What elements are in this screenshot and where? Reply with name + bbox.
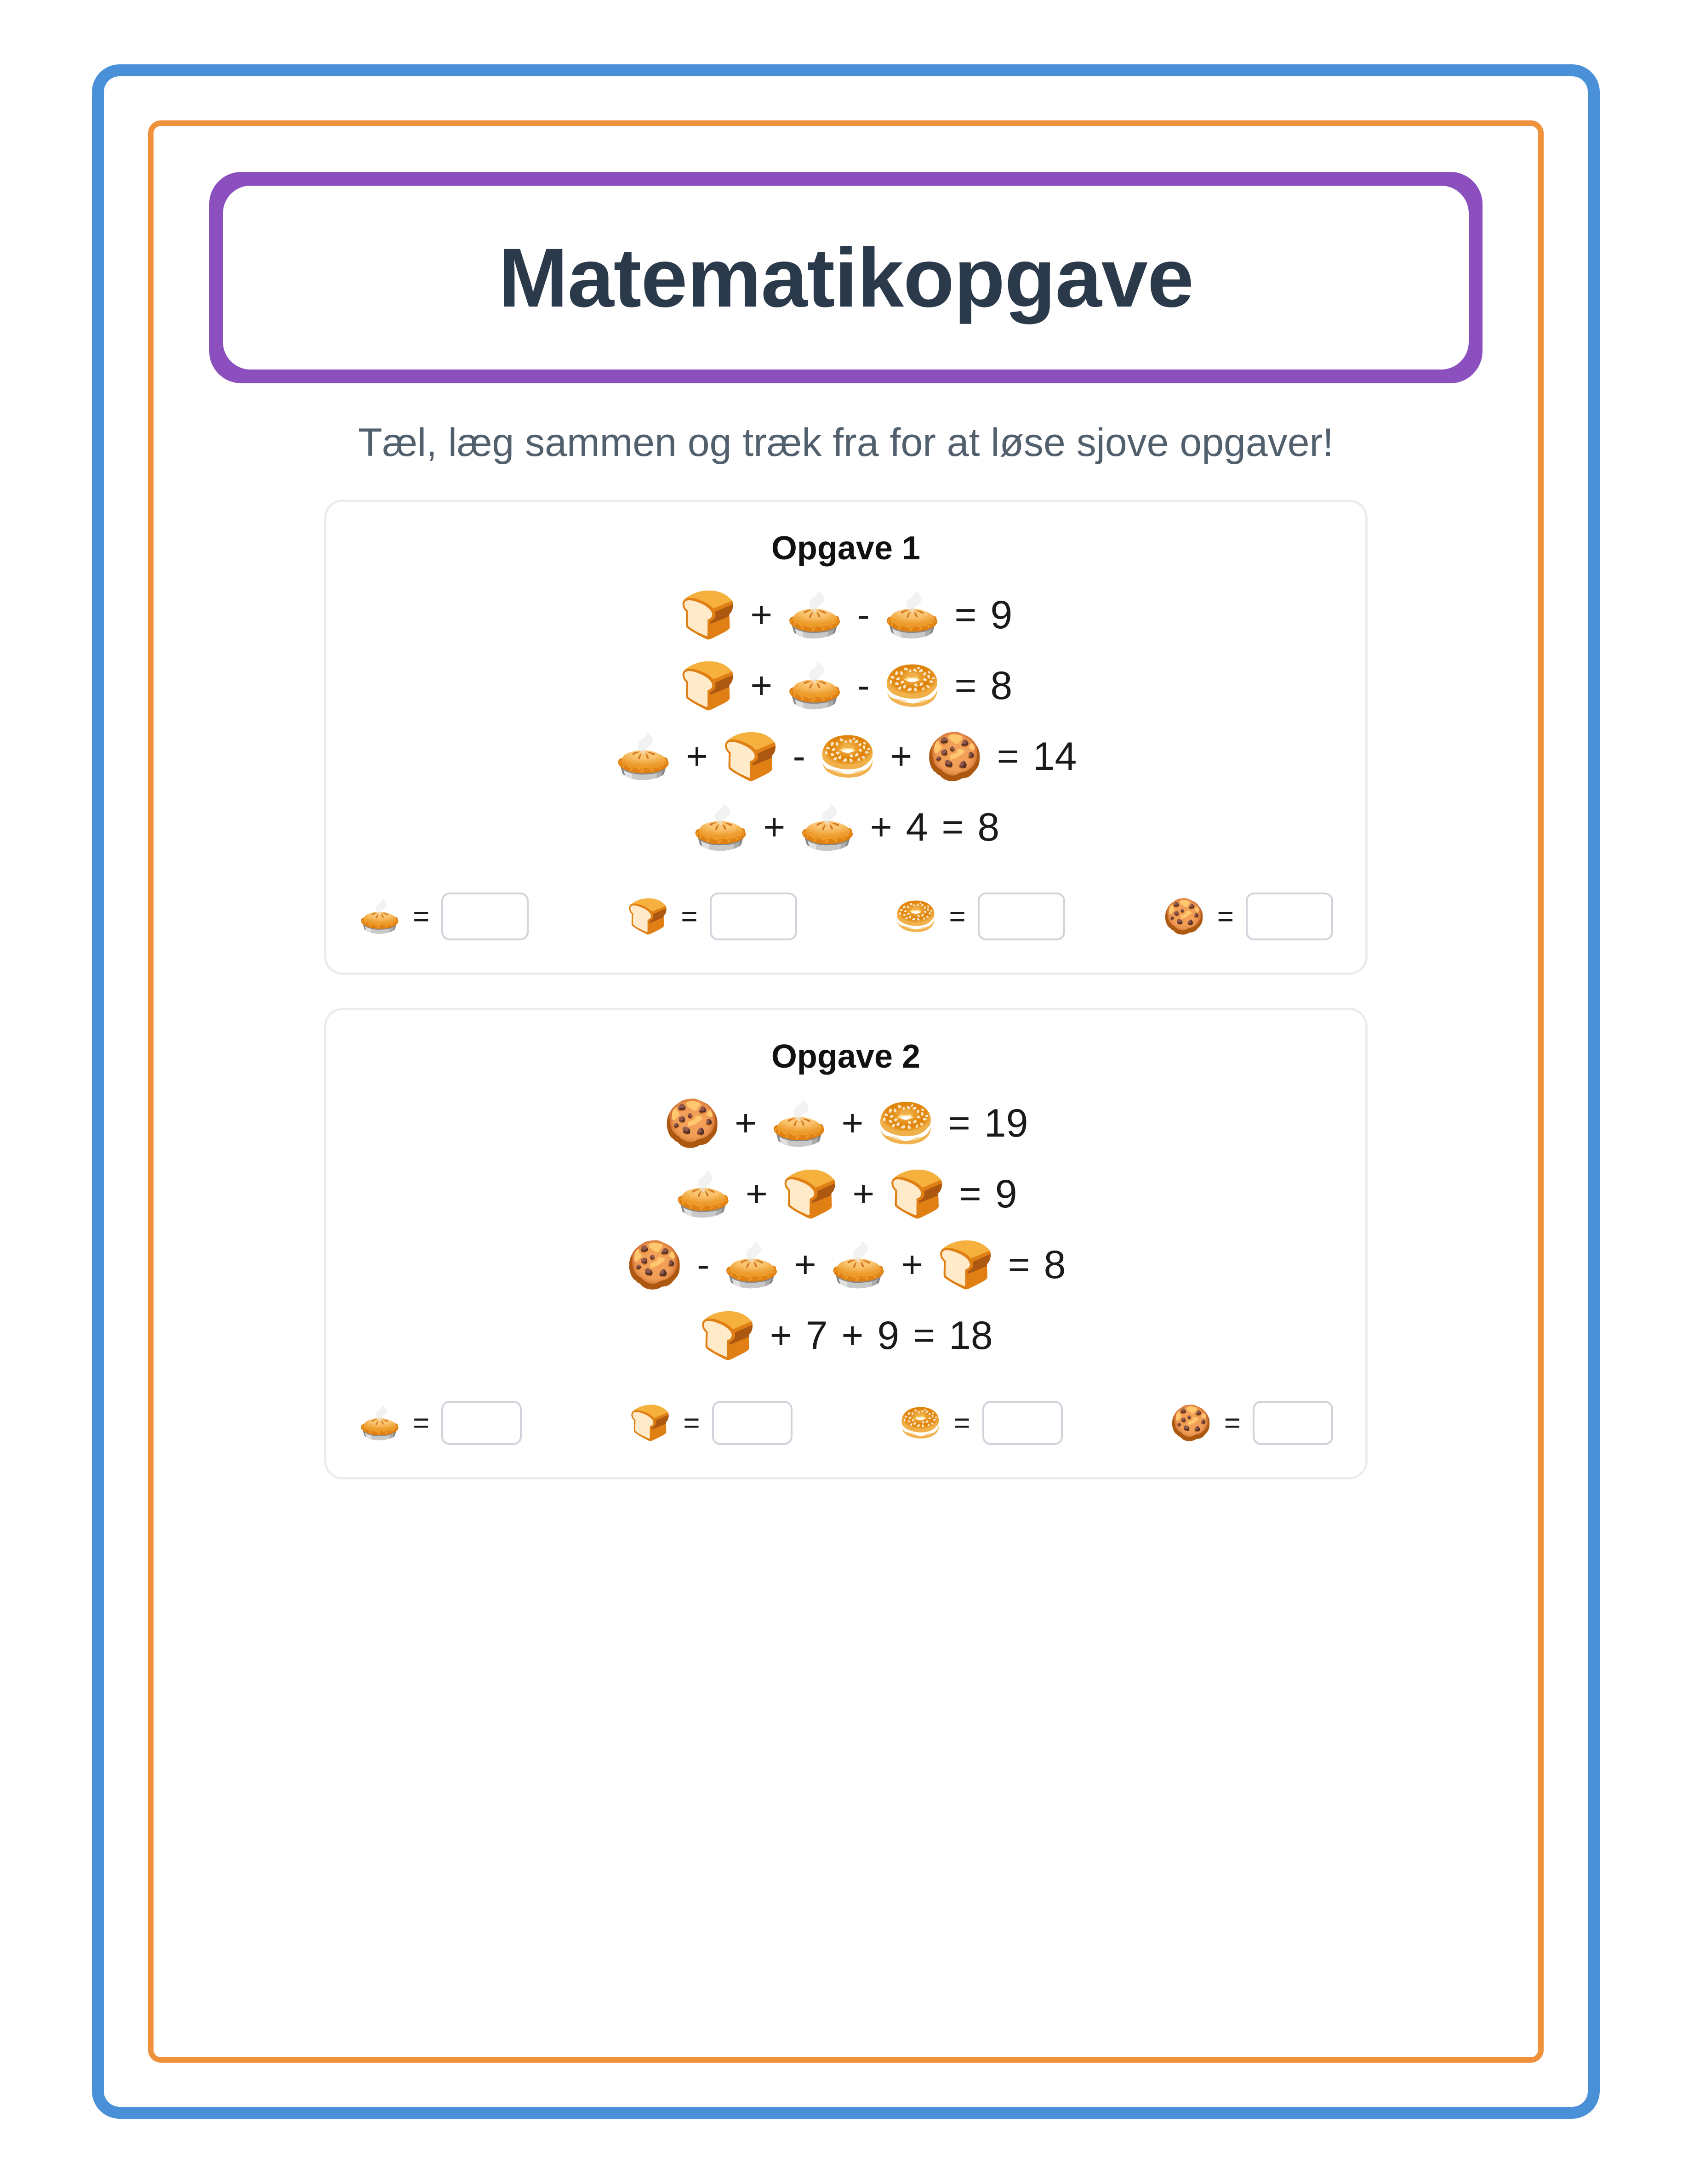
operator: + <box>901 1244 924 1286</box>
answer-key-row <box>354 1401 1338 1445</box>
equation-row <box>354 1168 1338 1220</box>
bagel-icon: 🥯 <box>819 731 877 783</box>
operator: - <box>697 1244 710 1286</box>
task-card <box>324 1008 1368 1479</box>
operator: + <box>770 1314 792 1357</box>
number: 8 <box>1044 1243 1066 1287</box>
operator: = <box>997 735 1019 778</box>
pie-icon: 🥧 <box>786 589 844 641</box>
pie-icon: 🥧 <box>830 1239 888 1291</box>
operator: = <box>913 1314 935 1357</box>
equation-row <box>354 660 1338 712</box>
pie-icon: 🥧 <box>723 1239 781 1291</box>
cookie-icon: 🍪 <box>1169 1404 1212 1442</box>
bagel-icon: 🥯 <box>877 1098 935 1149</box>
answer-input-box[interactable] <box>1253 1401 1333 1445</box>
answer-key-item <box>895 893 1065 940</box>
number: 9 <box>990 593 1013 637</box>
equals-sign: = <box>1217 900 1234 933</box>
answer-input-box[interactable] <box>982 1401 1063 1445</box>
pie-icon: 🥧 <box>883 589 941 641</box>
operator: + <box>745 1173 768 1215</box>
cookie-icon: 🍪 <box>926 731 983 783</box>
answer-key-item <box>1163 893 1333 940</box>
operator: + <box>841 1102 864 1144</box>
number: 8 <box>990 664 1013 708</box>
pie-icon: 🥧 <box>799 802 856 853</box>
answer-key-item <box>629 1401 792 1445</box>
bread-icon: 🍞 <box>629 1404 672 1442</box>
operator: + <box>870 806 892 848</box>
bagel-icon: 🥯 <box>883 660 941 712</box>
operator: + <box>750 665 773 707</box>
operator: - <box>857 594 870 636</box>
operator: - <box>857 665 870 707</box>
number: 8 <box>977 805 1000 850</box>
outer-border <box>92 64 1600 2119</box>
bread-icon: 🍞 <box>627 897 669 936</box>
equals-sign: = <box>413 900 430 933</box>
pie-icon: 🥧 <box>786 660 844 712</box>
operator: = <box>959 1173 981 1215</box>
equals-sign: = <box>1224 1407 1241 1439</box>
task-title: Opgave 1 <box>771 530 921 567</box>
number: 14 <box>1032 734 1077 779</box>
task-title: Opgave 2 <box>771 1038 921 1075</box>
operator: + <box>686 735 708 778</box>
equation-row <box>354 731 1338 783</box>
answer-key-item <box>359 1401 522 1445</box>
equals-sign: = <box>949 900 966 933</box>
pie-icon: 🥧 <box>359 897 401 936</box>
equation-row <box>354 1239 1338 1291</box>
answer-input-box[interactable] <box>712 1401 793 1445</box>
bread-icon: 🍞 <box>679 660 737 712</box>
number: 9 <box>877 1314 900 1358</box>
number: 7 <box>805 1314 828 1358</box>
page-subtitle: Tæl, læg sammen og træk fra for at løse sjove opgaver! <box>358 421 1334 465</box>
answer-key-item <box>627 893 797 940</box>
task-list <box>204 500 1488 1479</box>
equals-sign: = <box>683 1407 700 1439</box>
answer-input-box[interactable] <box>441 893 529 940</box>
answer-key-item <box>899 1401 1062 1445</box>
page-title: Matematikopgave <box>498 231 1194 324</box>
equation-row <box>354 1310 1338 1362</box>
answer-input-box[interactable] <box>1246 893 1333 940</box>
operator: = <box>954 594 977 636</box>
pie-icon: 🥧 <box>359 1404 401 1442</box>
operator: + <box>890 735 912 778</box>
operator: = <box>954 665 977 707</box>
bread-icon: 🍞 <box>699 1310 756 1362</box>
operator: + <box>763 806 786 848</box>
equals-sign: = <box>413 1407 430 1439</box>
operator: + <box>852 1173 875 1215</box>
cookie-icon: 🍪 <box>1163 897 1205 936</box>
operator: = <box>1008 1244 1030 1286</box>
operator: + <box>841 1314 864 1357</box>
equation-row <box>354 1098 1338 1149</box>
title-banner <box>209 172 1483 383</box>
operator: + <box>750 594 773 636</box>
operator: = <box>941 806 964 848</box>
operator: + <box>794 1244 816 1286</box>
number: 18 <box>949 1314 993 1358</box>
task-card <box>324 500 1368 975</box>
pie-icon: 🥧 <box>770 1098 828 1149</box>
bread-icon: 🍞 <box>679 589 737 641</box>
operator: - <box>793 735 805 778</box>
title-banner-inner <box>223 186 1469 370</box>
answer-key-item <box>359 893 529 940</box>
bagel-icon: 🥯 <box>899 1404 942 1442</box>
number: 4 <box>906 805 928 850</box>
cookie-icon: 🍪 <box>663 1098 721 1149</box>
operator: + <box>735 1102 757 1144</box>
inner-border <box>148 120 1544 2063</box>
pie-icon: 🥧 <box>615 731 673 783</box>
number: 9 <box>995 1172 1017 1217</box>
number: 19 <box>984 1101 1028 1146</box>
bread-icon: 🍞 <box>888 1168 946 1220</box>
bagel-icon: 🥯 <box>895 897 937 936</box>
equation-row <box>354 589 1338 641</box>
equals-sign: = <box>681 900 698 933</box>
operator: = <box>948 1102 970 1144</box>
bread-icon: 🍞 <box>781 1168 839 1220</box>
answer-input-box[interactable] <box>978 893 1065 940</box>
answer-input-box[interactable] <box>710 893 797 940</box>
worksheet-content <box>154 126 1538 2057</box>
cookie-icon: 🍪 <box>626 1239 684 1291</box>
equation-row <box>354 802 1338 853</box>
answer-input-box[interactable] <box>441 1401 522 1445</box>
answer-key-row <box>354 893 1338 940</box>
pie-icon: 🥧 <box>674 1168 732 1220</box>
bread-icon: 🍞 <box>722 731 779 783</box>
pie-icon: 🥧 <box>692 802 750 853</box>
bread-icon: 🍞 <box>937 1239 994 1291</box>
equals-sign: = <box>953 1407 970 1439</box>
answer-key-item <box>1170 1401 1333 1445</box>
